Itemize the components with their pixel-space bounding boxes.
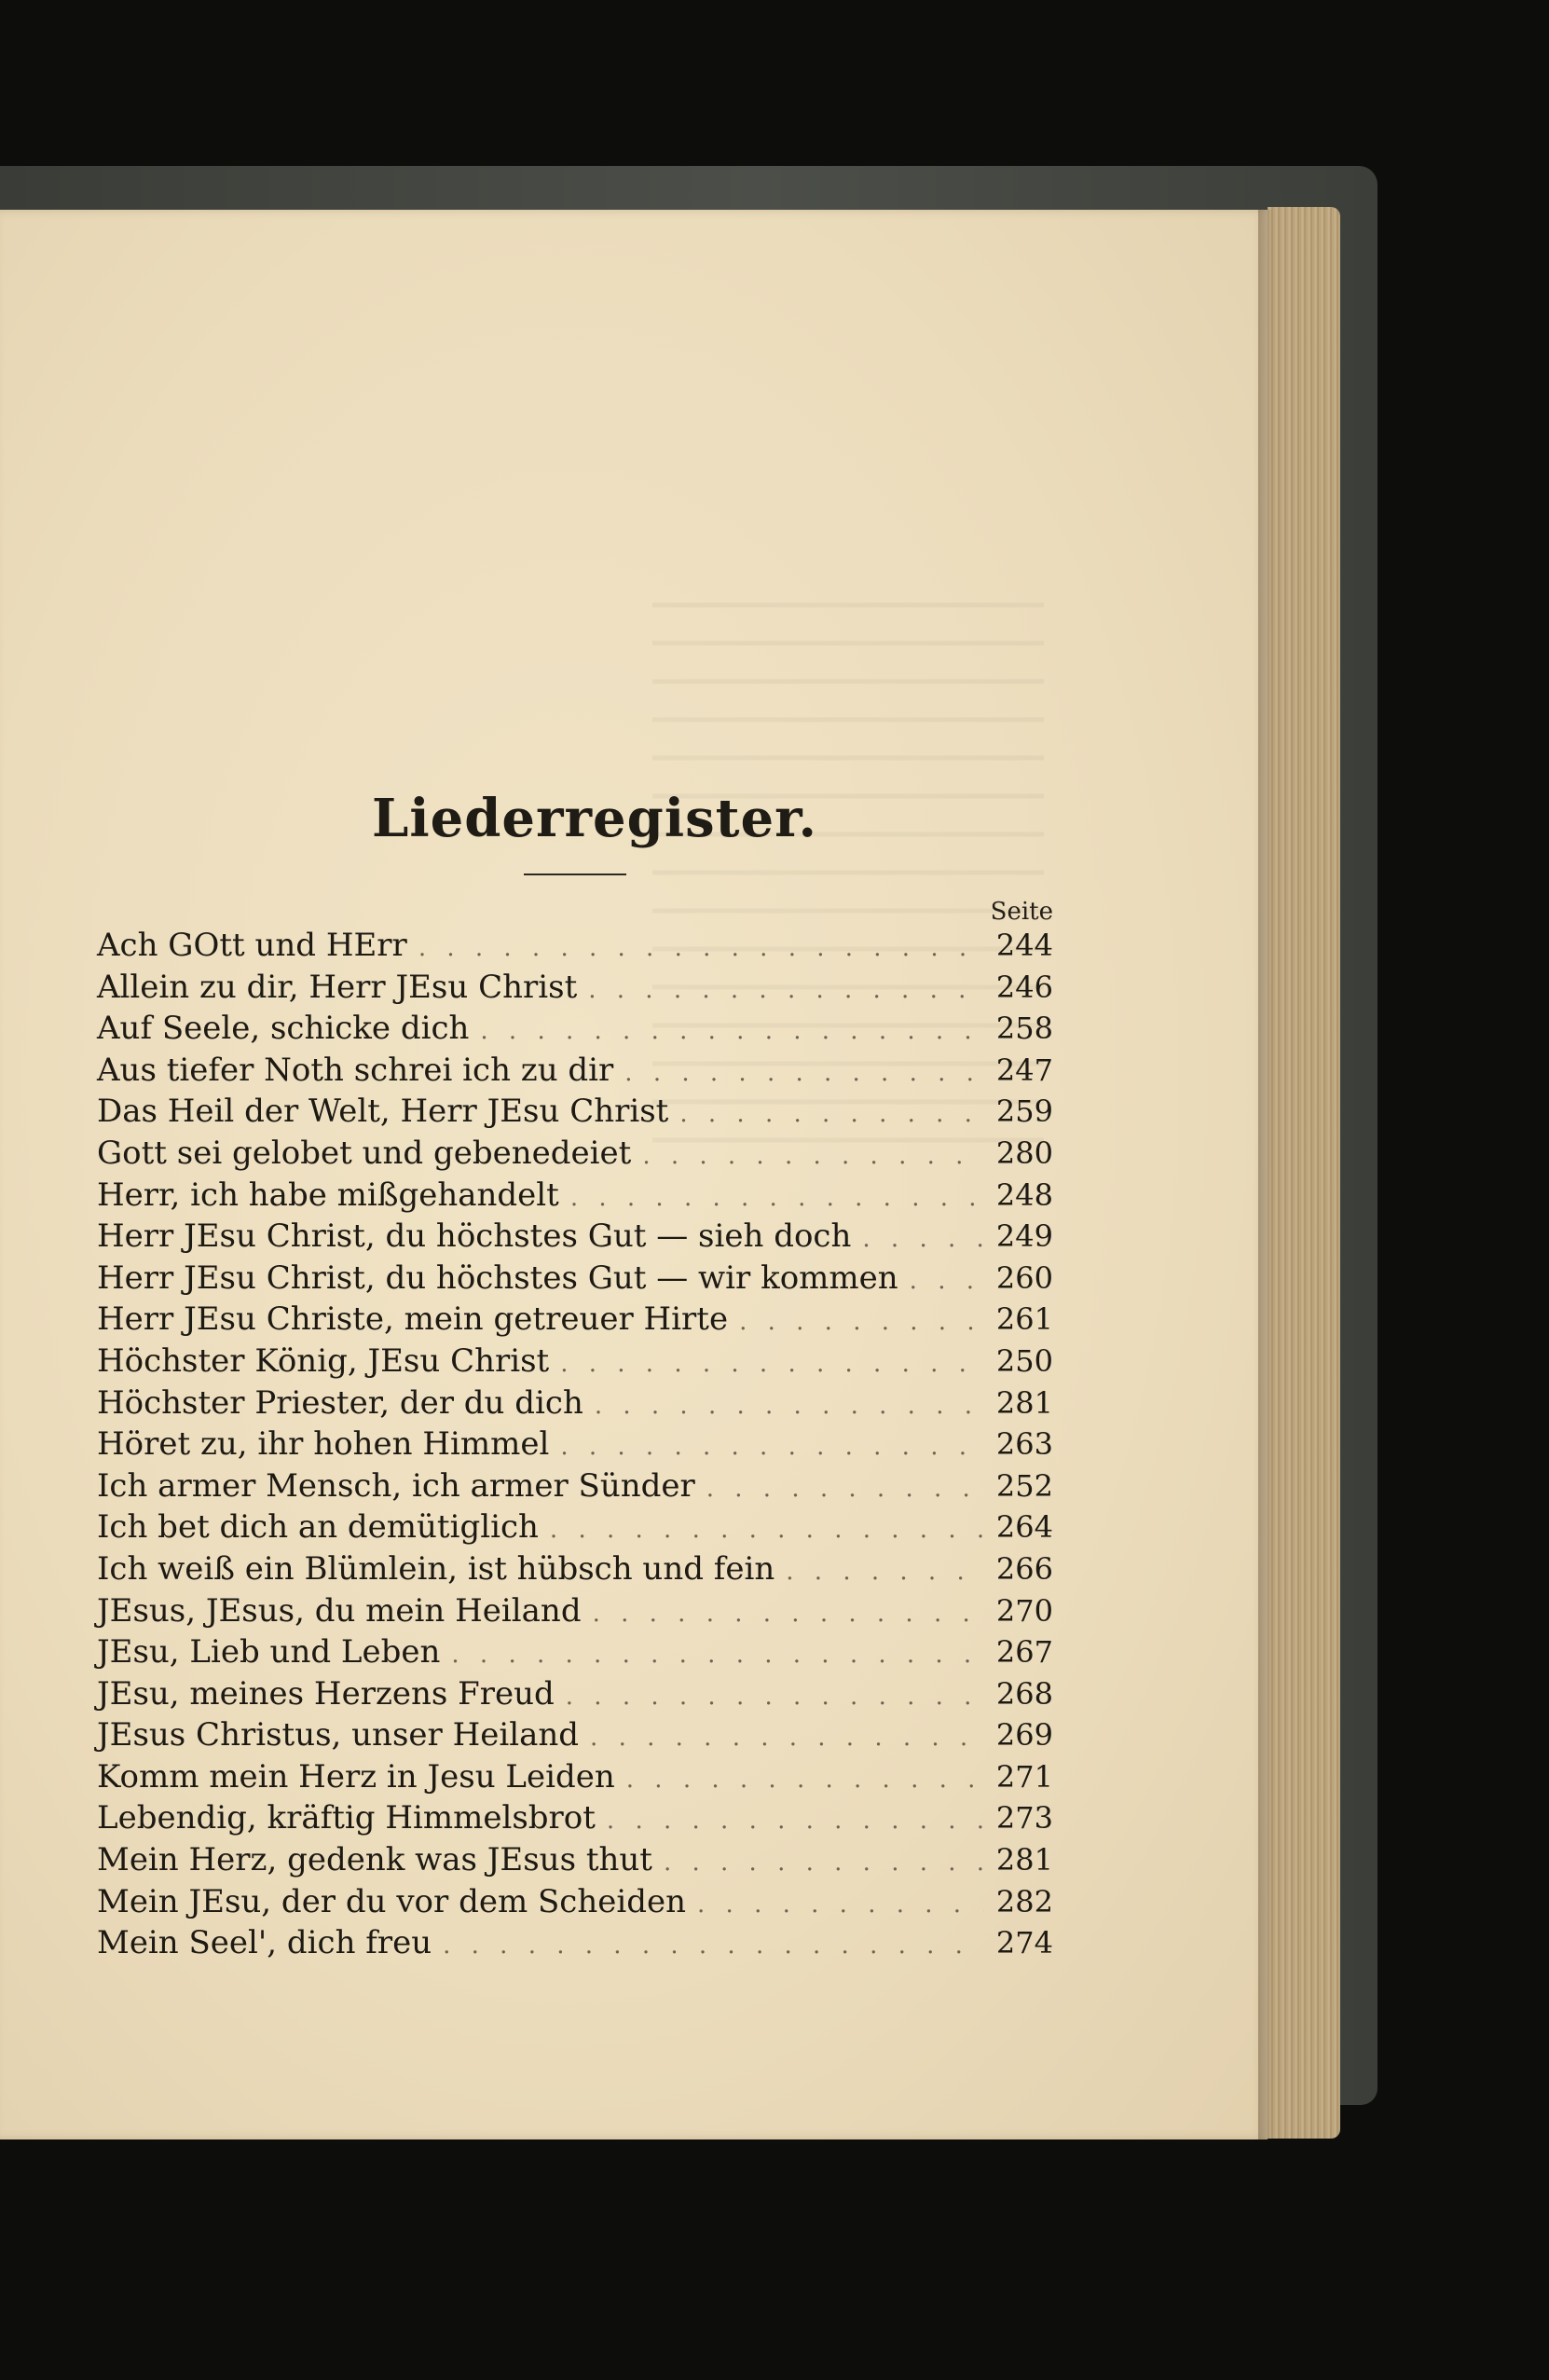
entry-title: Das Heil der Welt, Herr JEsu Christ [97,1093,669,1131]
dot-leader [626,1759,984,1801]
entry-page-number: 250 [995,1342,1053,1379]
dot-leader [451,1634,984,1676]
title-rule [524,874,626,875]
dot-leader [739,1301,984,1343]
page-edge-shadow [1258,210,1273,2139]
entry-title: Herr JEsu Christe, mein getreuer Hirte [97,1300,729,1339]
entry-page-number: 266 [995,1550,1053,1587]
index-entry [97,1756,1053,1798]
entry-title: Herr JEsu Christ, du höchstes Gut — sieh doch [97,1218,852,1256]
entry-title: Ich bet dich an demütiglich [97,1508,539,1547]
entry-title: Höchster König, JEsu Christ [97,1341,550,1380]
index-entry [97,1216,1053,1258]
entry-page-number: 264 [995,1509,1053,1546]
entry-title: Mein JEsu, der du vor dem Scheiden [97,1882,687,1920]
dot-leader [910,1260,984,1302]
entry-page-number: 247 [995,1052,1053,1088]
entry-page-number: 281 [995,1384,1053,1421]
dot-leader [706,1468,984,1510]
entry-page-number: 270 [995,1592,1053,1629]
entry-title: Ach GOtt und HErr [97,927,407,964]
entry-title: Höret zu, ihr hohen Himmel [97,1425,550,1464]
entry-page-number: 273 [995,1800,1053,1837]
index-entry [97,1341,1053,1383]
entry-page-number: 280 [995,1135,1053,1171]
entry-page-number: 249 [995,1218,1053,1255]
dot-leader [480,1011,984,1052]
entry-page-number: 281 [995,1842,1053,1878]
entry-title: Lebendig, kräftig Himmelsbrot [97,1799,596,1837]
entry-title: Höchster Priester, der du dich [97,1383,583,1422]
index-entry [97,1050,1053,1092]
entry-title: JEsus Christus, unser Heiland [97,1716,580,1754]
entry-title: Mein Herz, gedenk was JEsus thut [97,1841,652,1879]
index-entry [97,925,1053,967]
entry-page-number: 263 [995,1426,1053,1463]
dot-leader [588,970,984,1011]
index-entry [97,1299,1053,1341]
index-entry [97,1631,1053,1673]
index-entry [97,967,1053,1009]
entry-page-number: 260 [995,1259,1053,1296]
dot-leader [664,1842,984,1884]
hymn-index-list [97,925,1053,1964]
index-entry [97,1881,1053,1923]
index-entry [97,1133,1053,1175]
dot-leader [590,1717,984,1759]
entry-title: JEsus, JEsus, du mein Heiland [97,1591,582,1630]
index-entry [97,1548,1053,1590]
dot-leader [624,1052,984,1094]
entry-page-number: 258 [995,1011,1053,1047]
index-entry [97,1839,1053,1881]
index-entry [97,1258,1053,1300]
entry-title: Herr, ich habe mißgehandelt [97,1176,559,1214]
index-entry [97,1590,1053,1632]
dot-leader [566,1676,984,1718]
entry-title: Ich armer Mensch, ich armer Sünder [97,1466,695,1505]
dot-leader [786,1551,984,1593]
entry-page-number: 282 [995,1883,1053,1919]
index-entry [97,1506,1053,1548]
entry-title: Allein zu dir, Herr JEsu Christ [97,968,578,1006]
entry-page-number: 252 [995,1467,1053,1504]
entry-title: JEsu, meines Herzens Freud [97,1674,555,1713]
entry-page-number: 268 [995,1675,1053,1712]
dot-leader [679,1094,984,1135]
index-entry [97,1383,1053,1424]
entry-title: Komm mein Herz in Jesu Leiden [97,1757,615,1795]
index-entry [97,1008,1053,1050]
index-entry [97,1465,1053,1507]
dot-leader [550,1509,984,1551]
dot-leader [560,1426,984,1468]
entry-page-number: 246 [995,969,1053,1005]
dot-leader [570,1177,984,1219]
entry-page-number: 269 [995,1717,1053,1754]
dot-leader [418,928,984,970]
dot-leader [443,1925,984,1967]
entry-title: Ich weiß ein Blümlein, ist hübsch und fein [97,1549,775,1588]
dot-leader [862,1218,984,1260]
index-entry [97,1091,1053,1133]
dot-leader [642,1135,984,1177]
entry-title: Aus tiefer Noth schrei ich zu dir [97,1051,614,1089]
dot-leader [697,1884,984,1926]
entry-page-number: 244 [995,928,1053,963]
index-entry [97,1175,1053,1217]
entry-page-number: 267 [995,1634,1053,1671]
page-title: Liederregister. [371,788,817,849]
dot-leader [595,1385,984,1427]
entry-page-number: 274 [995,1925,1053,1961]
dot-leader [593,1593,984,1635]
index-entry [97,1922,1053,1964]
dot-leader [560,1343,984,1385]
entry-page-number: 248 [995,1176,1053,1213]
page-column-heading: Seite [990,898,1053,926]
index-entry [97,1797,1053,1839]
entry-page-number: 271 [995,1758,1053,1795]
entry-page-number: 259 [995,1094,1053,1130]
entry-title: Herr JEsu Christ, du höchstes Gut — wir kommen [97,1259,898,1297]
entry-title: Mein Seel', dich freu [97,1924,432,1962]
page-edges [1268,207,1340,2139]
entry-title: Gott sei gelobet und gebenedeiet [97,1134,632,1172]
index-entry [97,1714,1053,1756]
entry-title: Auf Seele, schicke dich [97,1010,470,1048]
entry-page-number: 261 [995,1301,1053,1338]
index-entry [97,1424,1053,1465]
index-entry [97,1673,1053,1715]
dot-leader [607,1800,984,1842]
entry-title: JEsu, Lieb und Leben [97,1633,441,1672]
